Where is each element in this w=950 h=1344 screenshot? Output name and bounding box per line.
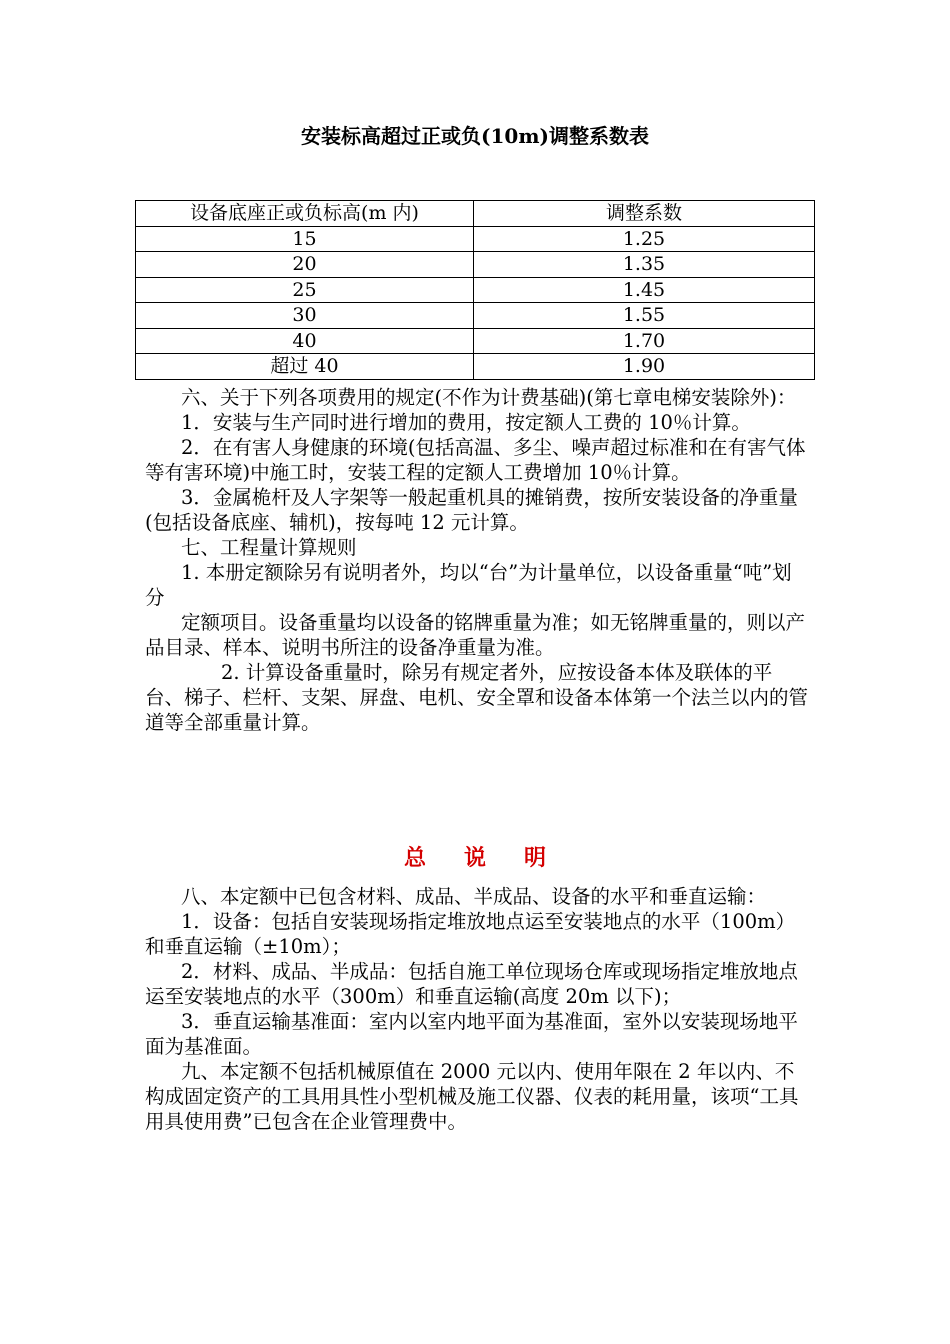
paragraph-six: 六、关于下列各项费用的规定(不作为计费基础)(第七章电梯安装除外)： [181, 386, 797, 409]
cell-coefficient: 1.35 [474, 252, 815, 278]
table-row [136, 277, 815, 303]
section-title [0, 843, 950, 873]
cell-coefficient: 1.90 [474, 354, 815, 380]
cell-elevation: 40 [136, 328, 474, 354]
table-row [136, 303, 815, 329]
column-header-coefficient: 调整系数 [474, 201, 815, 227]
section-title-char: 总 [403, 845, 426, 871]
table-row [136, 226, 815, 252]
paragraph-seven-item-1: 1. 本册定额除另有说明者外，均以“台”为计量单位，以设备重量“吨”划分 [145, 561, 792, 609]
cell-elevation: 30 [136, 303, 474, 329]
general-notes-section [145, 884, 810, 1134]
table-row [136, 252, 815, 278]
cell-coefficient: 1.70 [474, 328, 815, 354]
column-header-elevation: 设备底座正或负标高(m 内) [136, 201, 474, 227]
cell-elevation: 超过 40 [136, 354, 474, 380]
paragraph-nine: 九、本定额不包括机械原值在 2000 元以内、使用年限在 2 年以内、不构成固定资产的工具用具性小型机械及施工仪器、仪表的耗用量，该项“工具用具使用费”已包含在企业管理费中。 [145, 1060, 799, 1133]
cell-elevation: 15 [136, 226, 474, 252]
paragraph-seven-heading: 七、工程量计算规则 [181, 536, 357, 559]
paragraph-eight: 八、本定额中已包含材料、成品、半成品、设备的水平和垂直运输： [181, 885, 767, 908]
adjustment-coefficient-table [135, 200, 815, 380]
paragraph-eight-item-3: 3．垂直运输基准面：室内以室内地平面为基准面，室外以安装现场地平面为基准面。 [145, 1010, 798, 1058]
paragraph-six-item-2: 2．在有害人身健康的环境(包括高温、多尘、噪声超过标准和在有害气体等有害环境)中施工时，安装工程的定额人工费增加 10％计算。 [145, 436, 806, 484]
table-header-row [136, 201, 815, 227]
section-title-char: 说 [463, 845, 486, 871]
section-title-char: 明 [524, 845, 547, 871]
cell-coefficient: 1.25 [474, 226, 815, 252]
paragraph-eight-item-2: 2．材料、成品、半成品：包括自施工单位现场仓库或现场指定堆放地点运至安装地点的水平（300m）和垂直运输(高度 20m 以下)； [145, 960, 798, 1008]
paragraph-seven-item-2: 2. 计算设备重量时，除另有规定者外，应按设备本体及联体的平台、梯子、栏杆、支架、屏盘、电机、安全罩和设备本体第一个法兰以内的管道等全部重量计算。 [145, 661, 809, 734]
paragraph-seven-item-1-cont: 定额项目。设备重量均以设备的铭牌重量为准；如无铭牌重量的，则以产品目录、样本、说明书所注的设备净重量为准。 [145, 611, 806, 659]
table-row [136, 328, 815, 354]
cell-coefficient: 1.55 [474, 303, 815, 329]
paragraph-six-item-3: 3．金属桅杆及人字架等一般起重机具的摊销费，按所安装设备的净重量(包括设备底座、辅机)，按每吨 12 元计算。 [145, 486, 798, 534]
table-row [136, 354, 815, 380]
paragraph-eight-item-1: 1．设备：包括自安装现场指定堆放地点运至安装地点的水平（100m）和垂直运输（±10m）； [145, 910, 796, 958]
cell-elevation: 20 [136, 252, 474, 278]
cell-coefficient: 1.45 [474, 277, 815, 303]
rules-section [145, 385, 810, 735]
table-title: 安装标高超过正或负(10m)调整系数表 [301, 124, 649, 148]
paragraph-six-item-1: 1．安装与生产同时进行增加的费用，按定额人工费的 10％计算。 [181, 411, 751, 434]
cell-elevation: 25 [136, 277, 474, 303]
